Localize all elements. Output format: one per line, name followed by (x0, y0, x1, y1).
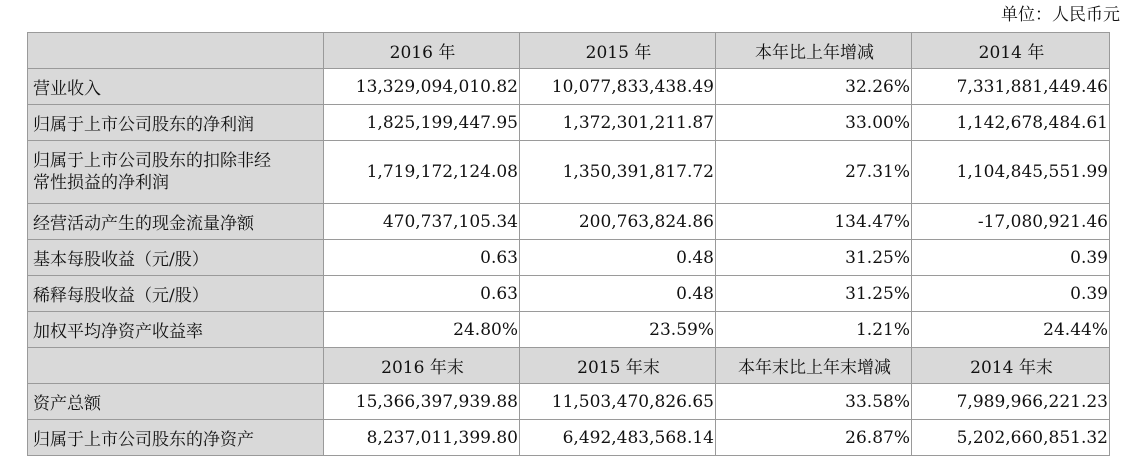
row-label: 资产总额 (28, 384, 324, 420)
header-corner-cell (28, 33, 324, 69)
header-yoy-change: 本年比上年增减 (716, 33, 912, 69)
value-2014: 1,142,678,484.61 (912, 105, 1110, 141)
value-2016: 24.80% (324, 312, 520, 348)
value-change: 134.47% (716, 204, 912, 240)
header-2014-end: 2014 年末 (912, 348, 1110, 384)
header-yoy-end-change: 本年末比上年末增减 (716, 348, 912, 384)
value-change: 26.87% (716, 420, 912, 456)
value-2016: 13,329,094,010.82 (324, 69, 520, 105)
value-2016: 0.63 (324, 276, 520, 312)
header-2016: 2016 年 (324, 33, 520, 69)
value-2014: 1,104,845,551.99 (912, 141, 1110, 204)
table-row-net-profit-excl-nonrecurring (28, 141, 1110, 204)
value-2015: 1,372,301,211.87 (520, 105, 716, 141)
value-2016: 470,737,105.34 (324, 204, 520, 240)
header-corner-cell (28, 348, 324, 384)
value-2015: 10,077,833,438.49 (520, 69, 716, 105)
value-2016-end: 15,366,397,939.88 (324, 384, 520, 420)
table-row-total-assets (28, 384, 1110, 420)
row-label: 基本每股收益（元/股） (28, 240, 324, 276)
value-2015-end: 6,492,483,568.14 (520, 420, 716, 456)
row-label: 归属于上市公司股东的净利润 (28, 105, 324, 141)
value-2015: 200,763,824.86 (520, 204, 716, 240)
row-label: 归属于上市公司股东的净资产 (28, 420, 324, 456)
header-2015: 2015 年 (520, 33, 716, 69)
value-change: 33.00% (716, 105, 912, 141)
table-row-revenue (28, 69, 1110, 105)
table-row-diluted-eps (28, 276, 1110, 312)
row-label-line-2: 常性损益的净利润 (33, 173, 169, 193)
table-row-net-profit (28, 105, 1110, 141)
table-row-operating-cash-flow (28, 204, 1110, 240)
value-2015: 0.48 (520, 276, 716, 312)
value-change: 31.25% (716, 276, 912, 312)
row-label: 营业收入 (28, 69, 324, 105)
table-row-basic-eps (28, 240, 1110, 276)
value-2015-end: 11,503,470,826.65 (520, 384, 716, 420)
value-change: 32.26% (716, 69, 912, 105)
value-2016: 1,825,199,447.95 (324, 105, 520, 141)
value-2015: 23.59% (520, 312, 716, 348)
header-row-year-end (28, 348, 1110, 384)
table-row-weighted-roe (28, 312, 1110, 348)
financial-indicators-table (27, 32, 1110, 456)
header-2014: 2014 年 (912, 33, 1110, 69)
header-row-years (28, 33, 1110, 69)
table-row-net-assets (28, 420, 1110, 456)
row-label: 稀释每股收益（元/股） (28, 276, 324, 312)
row-label (28, 141, 324, 204)
value-2014: 7,331,881,449.46 (912, 69, 1110, 105)
header-2015-end: 2015 年末 (520, 348, 716, 384)
value-2014: 24.44% (912, 312, 1110, 348)
value-2015: 0.48 (520, 240, 716, 276)
value-2015: 1,350,391,817.72 (520, 141, 716, 204)
value-change: 27.31% (716, 141, 912, 204)
value-change: 1.21% (716, 312, 912, 348)
value-2016: 1,719,172,124.08 (324, 141, 520, 204)
value-change: 31.25% (716, 240, 912, 276)
value-2014-end: 5,202,660,851.32 (912, 420, 1110, 456)
row-label-line-1: 归属于上市公司股东的扣除非经 (33, 151, 271, 171)
header-2016-end: 2016 年末 (324, 348, 520, 384)
row-label: 经营活动产生的现金流量净额 (28, 204, 324, 240)
value-change: 33.58% (716, 384, 912, 420)
row-label: 加权平均净资产收益率 (28, 312, 324, 348)
value-2014: 0.39 (912, 276, 1110, 312)
value-2016: 0.63 (324, 240, 520, 276)
value-2016-end: 8,237,011,399.80 (324, 420, 520, 456)
value-2014-end: 7,989,966,221.23 (912, 384, 1110, 420)
value-2014: -17,080,921.46 (912, 204, 1110, 240)
value-2014: 0.39 (912, 240, 1110, 276)
unit-label: 单位：人民币元 (1001, 5, 1120, 25)
